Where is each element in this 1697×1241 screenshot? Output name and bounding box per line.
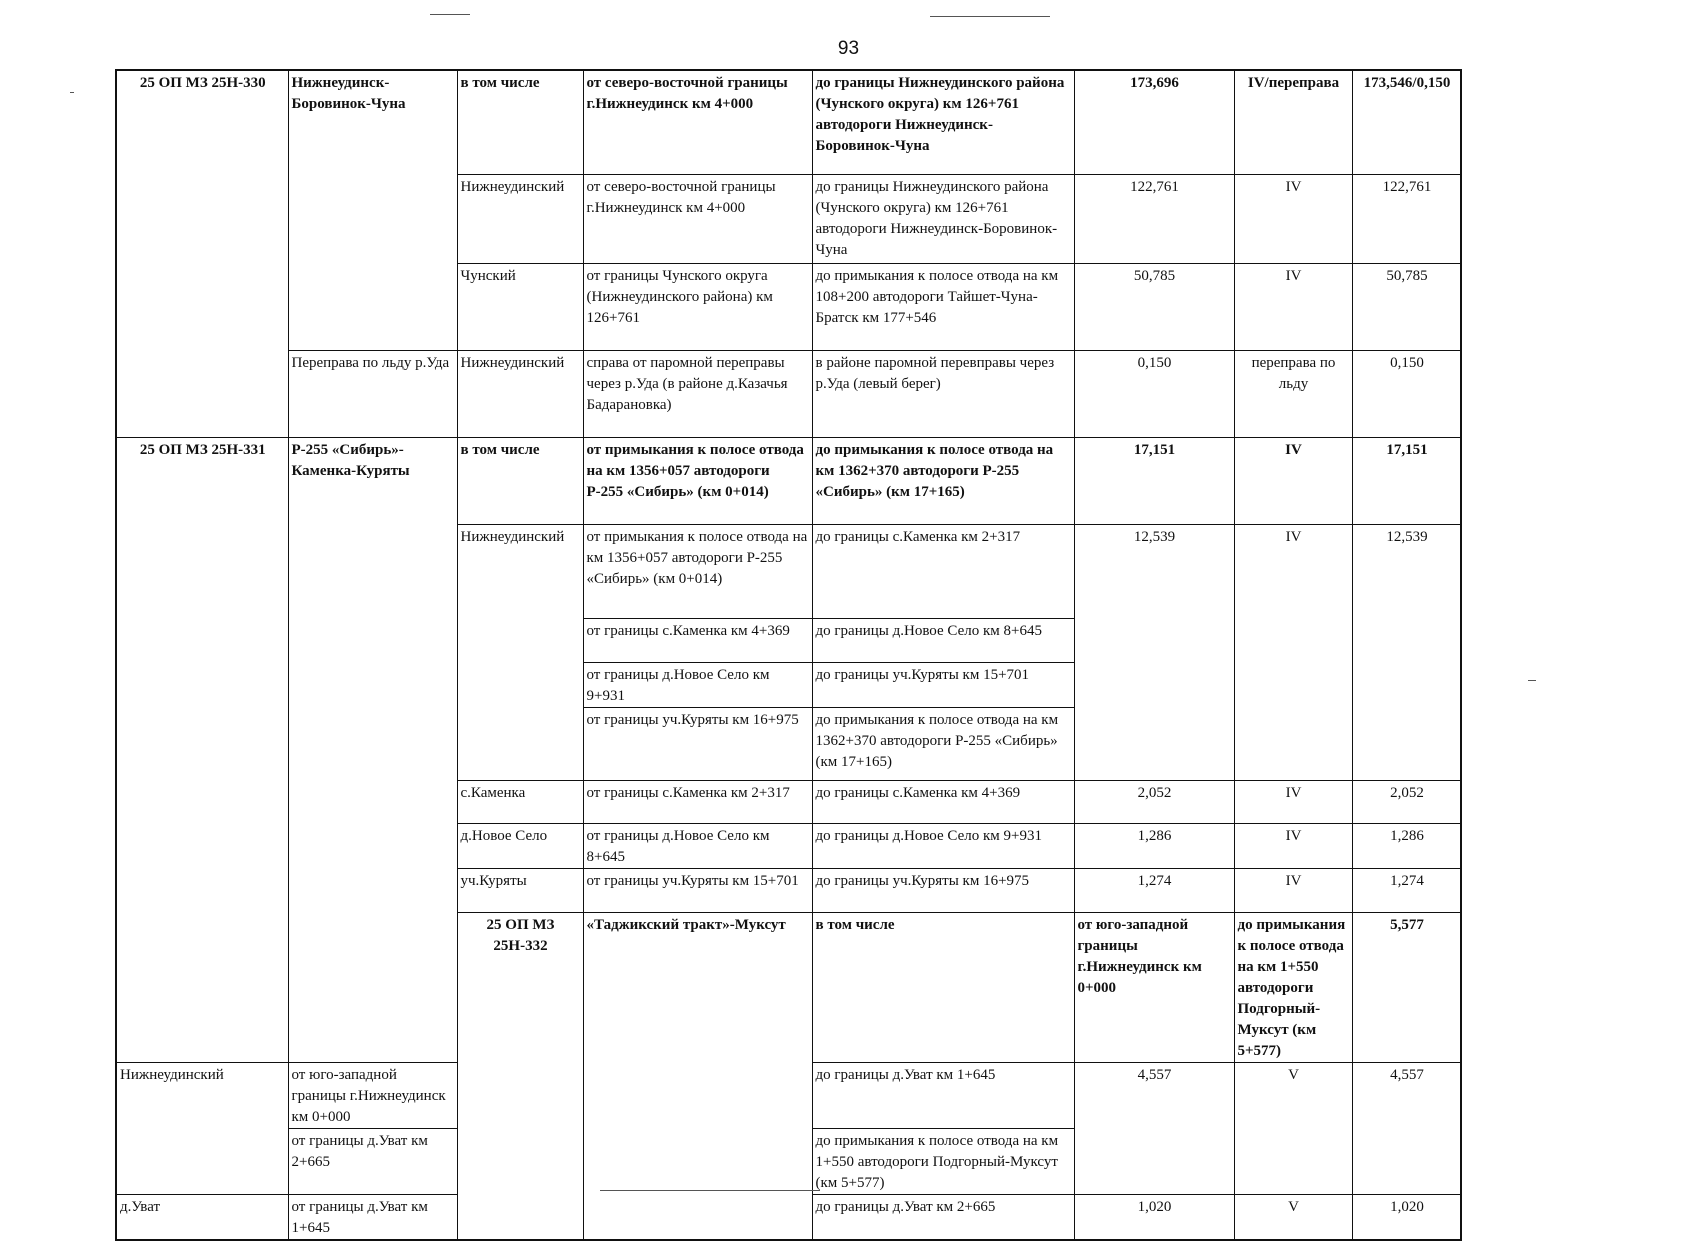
category-cell: IV (1234, 524, 1352, 780)
to-cell: до границы д.Новое Село км 8+645 (812, 618, 1074, 662)
length-cell: 1,274 (1074, 868, 1234, 912)
length-cell: 50,785 (1074, 263, 1234, 350)
to-cell: до границы уч.Куряты км 16+975 (812, 868, 1074, 912)
from-cell: от примыкания к полосе отвода на км 1356+057 автодороги Р-255 «Сибирь» (км 0+014) (583, 524, 812, 618)
district-cell: д.Новое Село (457, 823, 583, 868)
to-cell: до границы д.Уват км 1+645 (812, 1062, 1074, 1128)
page-number: 93 (837, 38, 860, 59)
to-cell: в районе паромной перевправы через р.Уда (левый берег) (812, 350, 1074, 437)
to-cell: до примыкания к полосе отвода на км 1+550 автодороги Подгорный-Муксут (км 5+577) (812, 1128, 1074, 1194)
category-cell: IV/переправа (1234, 70, 1352, 174)
from-cell: справа от паромной переправы через р.Уда (в районе д.Казачья Бадарановка) (583, 350, 812, 437)
road-name: Переправа по льду р.Уда (288, 350, 457, 437)
scan-noise (1528, 680, 1536, 681)
total-cell: 17,151 (1352, 437, 1461, 524)
length-cell: 5,577 (1352, 912, 1461, 1062)
to-cell: до границы с.Каменка км 2+317 (812, 524, 1074, 618)
total-cell: 1,020 (1352, 1194, 1461, 1240)
district-cell: в том числе (812, 912, 1074, 1062)
table-row (116, 437, 1461, 524)
to-cell: до примыкания к полосе отвода на км 1362+370 автодороги Р-255 «Сибирь» (км 17+165) (812, 437, 1074, 524)
scan-noise (930, 16, 1050, 17)
from-cell: от примыкания к полосе отвода на км 1356+057 автодороги Р-255 «Сибирь» (км 0+014) (583, 437, 812, 524)
from-cell: от северо-восточной границы г.Нижнеудинск км 4+000 (583, 174, 812, 263)
length-cell: 2,052 (1074, 780, 1234, 823)
length-cell: 17,151 (1074, 437, 1234, 524)
to-cell: до границы Нижнеудинского района (Чунского округа) км 126+761 автодороги Нижнеудинск-Боровинок-Чуна (812, 174, 1074, 263)
category-cell: IV (1234, 263, 1352, 350)
total-cell: 1,286 (1352, 823, 1461, 868)
district-cell: Нижнеудинский (457, 524, 583, 780)
from-cell: от границы с.Каменка км 4+369 (583, 618, 812, 662)
total-cell: 4,557 (1352, 1062, 1461, 1194)
district-cell: с.Каменка (457, 780, 583, 823)
roads-table (115, 69, 1462, 1241)
road-code: 25 ОП МЗ 25Н-332 (457, 912, 583, 1240)
road-name: Нижнеудинск-Боровинок-Чуна (288, 70, 457, 350)
category-cell: IV (1234, 823, 1352, 868)
district-cell: в том числе (457, 70, 583, 174)
from-cell: от границы д.Уват км 2+665 (288, 1128, 457, 1194)
to-cell: до границы уч.Куряты км 15+701 (812, 662, 1074, 707)
district-cell: уч.Куряты (457, 868, 583, 912)
length-cell: 12,539 (1074, 524, 1234, 780)
total-cell: 0,150 (1352, 350, 1461, 437)
from-cell: от юго-западной границы г.Нижнеудинск км 0+000 (288, 1062, 457, 1128)
category-cell: IV (1234, 174, 1352, 263)
scan-noise (600, 1190, 820, 1191)
table-row (116, 70, 1461, 174)
category-cell: IV (1234, 868, 1352, 912)
from-cell: от юго-западной границы г.Нижнеудинск км 0+000 (1074, 912, 1234, 1062)
scan-noise (430, 14, 470, 15)
category-cell: V (1234, 1194, 1352, 1240)
length-cell: 4,557 (1074, 1062, 1234, 1194)
to-cell: до границы с.Каменка км 4+369 (812, 780, 1074, 823)
total-cell: 173,546/0,150 (1352, 70, 1461, 174)
total-cell: 12,539 (1352, 524, 1461, 780)
to-cell: до примыкания к полосе отвода на км 1+550 автодороги Подгорный-Муксут (км 5+577) (1234, 912, 1352, 1062)
from-cell: от границы Чунского округа (Нижнеудинского района) км 126+761 (583, 263, 812, 350)
category-cell: IV (1234, 437, 1352, 524)
length-cell: 1,020 (1074, 1194, 1234, 1240)
district-cell: Нижнеудинский (457, 174, 583, 263)
length-cell: 122,761 (1074, 174, 1234, 263)
total-cell: 122,761 (1352, 174, 1461, 263)
category-cell: V (1234, 1062, 1352, 1194)
total-cell: 2,052 (1352, 780, 1461, 823)
to-cell: до границы д.Новое Село км 9+931 (812, 823, 1074, 868)
road-code: 25 ОП МЗ 25Н-331 (116, 437, 288, 1062)
district-cell: Нижнеудинский (457, 350, 583, 437)
from-cell: от границы с.Каменка км 2+317 (583, 780, 812, 823)
to-cell: до примыкания к полосе отвода на км 1362+370 автодороги Р-255 «Сибирь» (км 17+165) (812, 707, 1074, 780)
from-cell: от северо-восточной границы г.Нижнеудинск км 4+000 (583, 70, 812, 174)
category-cell: IV (1234, 780, 1352, 823)
from-cell: от границы уч.Куряты км 15+701 (583, 868, 812, 912)
total-cell: 50,785 (1352, 263, 1461, 350)
total-cell: 1,274 (1352, 868, 1461, 912)
road-name: Р-255 «Сибирь»-Каменка-Куряты (288, 437, 457, 1062)
length-cell: 1,286 (1074, 823, 1234, 868)
district-cell: д.Уват (116, 1194, 288, 1240)
district-cell: Нижнеудинский (116, 1062, 288, 1194)
from-cell: от границы уч.Куряты км 16+975 (583, 707, 812, 780)
district-cell: Чунский (457, 263, 583, 350)
table-row (116, 350, 1461, 437)
road-name: «Таджикский тракт»-Муксут (583, 912, 812, 1240)
from-cell: от границы д.Новое Село км 8+645 (583, 823, 812, 868)
from-cell: от границы д.Уват км 1+645 (288, 1194, 457, 1240)
length-cell: 173,696 (1074, 70, 1234, 174)
category-cell: переправа по льду (1234, 350, 1352, 437)
length-cell: 0,150 (1074, 350, 1234, 437)
to-cell: до примыкания к полосе отвода на км 108+200 автодороги Тайшет-Чуна-Братск км 177+546 (812, 263, 1074, 350)
to-cell: до границы д.Уват км 2+665 (812, 1194, 1074, 1240)
to-cell: до границы Нижнеудинского района (Чунского округа) км 126+761 автодороги Нижнеудинск-Боровинок-Чуна (812, 70, 1074, 174)
from-cell: от границы д.Новое Село км 9+931 (583, 662, 812, 707)
scan-noise (70, 92, 74, 93)
district-cell: в том числе (457, 437, 583, 524)
road-code: 25 ОП МЗ 25Н-330 (116, 70, 288, 437)
